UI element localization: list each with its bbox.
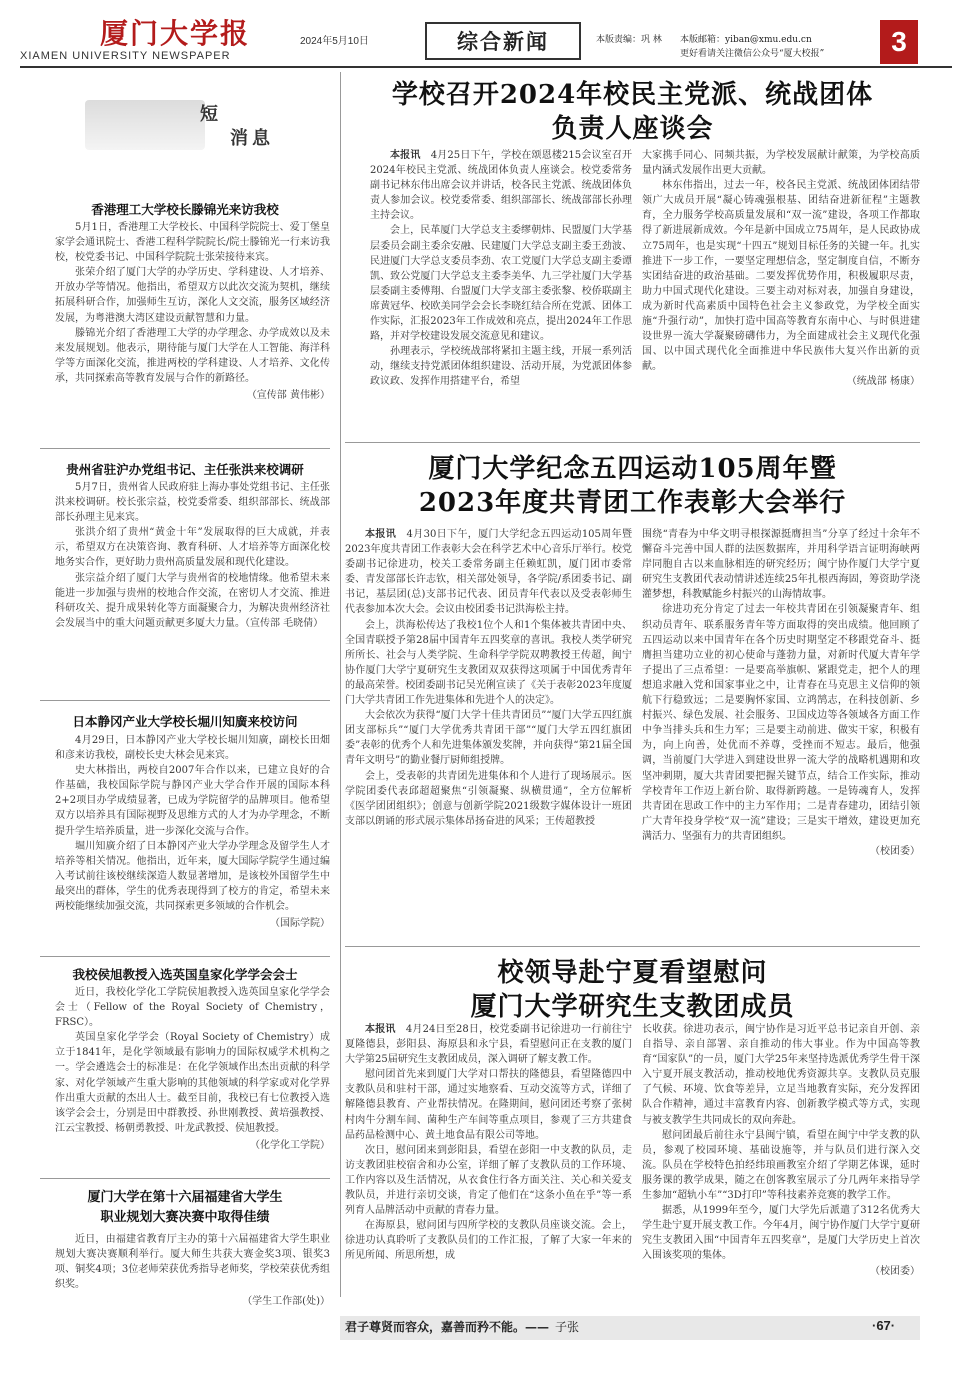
- short-para: 英国皇家化学学会（Royal Society of Chemistry）成立于1841年，是化学领域最有影响力的国际权威学术机构之一。学会遴选会士的标准是：在化学领域作出杰出贡献的科学家、对化学领域产生重大影响的其他领域的科学家或对化学界作出重大贡献的杰出人士。截至目前，我校已有七位教授入选该学会会士，分别是田中群教授、孙世刚教授、黄培强教授、江云宝教授、杨朝勇教授、叶龙武教授、侯旭教授。: [55, 1032, 330, 1134]
- short-para: 张荣介绍了厦门大学的办学历史、学科建设、人才培养、开放办学等情况。他指出，希望双方以此次交流为契机，继续拓展科研合作，加强师生互访，深化人文交流，服务区域经济发展，为粤港澳大湾区建设贡献智慧和力量。: [55, 267, 330, 324]
- campus-gate-illustration: [85, 100, 205, 150]
- article-title: [345, 452, 920, 520]
- article-tag: 本报讯: [390, 150, 421, 161]
- section-name: 综合新闻: [457, 29, 549, 54]
- footer-motto-author: 子张: [555, 1320, 580, 1334]
- newspaper-english-name: XIAMEN UNIVERSITY NEWSPAPER: [20, 50, 231, 62]
- article-para: 林东伟指出，过去一年，校各民主党派、统战团体团结带领广大成员开展“凝心铸魂强根基、团结奋进新征程”主题教育，全力服务学校高质量发展和“双一流”建设，各项工作都取得了新进展新成效。今年是新中国成立75周年，是人民政协成立75周年，也是实现“十四五”规划目标任务的关键一年。扎实推进下一步工作，一要坚定理想信念，坚定制度自信，不断夯实团结奋进的政治基础。二要发挥优势作用，积极履职尽责，助力中国式现代化建设。三要主动对标对表，加强自身建设，成为新时代高素质中国特色社会主义参政党，为学校全面实施“升强行动”，加快打造中国高等教育东南中心、与时俱进建设世界一流大学凝聚磅礴伟力，为全面建成社会主义现代化强国、以中国式现代化全面推进中华民族伟大复兴作出新的贡献。: [642, 180, 920, 373]
- short-body: [55, 220, 330, 401]
- article-para: 孙理表示，学校统战部将紧扣主题主线，开展一系列活动，继续支持党派团体组织建设、活动开展，为党派团体参政议政、发挥作用搭建平台，希望: [370, 346, 632, 388]
- short-para: 史大林指出，两校自2007年合作以来，已建立良好的合作基础，我校国际学院与静冈产业大学合作开展的国际本科2+2项目办学成绩显著，已成为学院留学的品牌项目。他希望双方以培养具有国际视野及思维方式的人才为办学理念，不断提升学生培养质量，进一步深化交流与合作。: [55, 765, 330, 837]
- article-credit: （校团委）: [870, 1265, 920, 1277]
- short-divider: [40, 700, 330, 701]
- article-column: [345, 1022, 632, 1264]
- short-para: 滕锦光介绍了香港理工大学的办学理念、办学成效以及未来发展规划。他表示，期待能与厦门大学在人工智能、海洋科学等方面深化交流，推进两校的学科建设、人才培养、文化传承，共同探索高等教育发展与合作的新路径。: [55, 327, 330, 384]
- article-title-line: 2023年度共青团工作表彰大会举行: [418, 488, 847, 518]
- article-column: [345, 527, 632, 829]
- article-divider: [345, 946, 920, 947]
- article-title-line: 负责人座谈会: [551, 114, 714, 144]
- article-column: [642, 148, 920, 390]
- short-para: 5月7日，贵州省人民政府驻上海办事处党组书记、主任张洪来校调研。校长张宗益，校党委常委、组织部部长、统战部部长孙理主见来宾。: [55, 482, 330, 524]
- article-para: 在海原县，慰问团与四所学校的支教队员座谈交流。会上，徐进功认真聆听了支教队员们的工作汇报，了解了大家一年来的所见所闻、所思所想，成: [345, 1220, 632, 1262]
- article-column: [642, 1022, 920, 1279]
- short-headline: 日本静冈产业大学校长堀川知廣来校访问: [72, 714, 298, 729]
- newspaper-logo: 厦门大学报: [100, 17, 251, 50]
- short-headline-line: 厦门大学在第十六届福建省大学生: [87, 1190, 283, 1205]
- short-credit: （宣传部 黄伟彬）: [246, 390, 330, 402]
- article-column: [642, 527, 920, 859]
- article-para: 徐进功充分肯定了过去一年校共青团在引领凝聚青年、组织动员青年、联系服务青年等方面取得的突出成绩。他回顾了五四运动以来中国青年在各个历史时期坚定不移跟党奋斗、挺膺担当建功立业的初心使命与蓬勃力量，对新时代厦大青年学子提出了三点希望：一是要高举旗帜、紧跟党走，把个人的理想追求融入党和国家事业之中，让青春在马克思主义信仰的领航下行稳致远；二是要胸怀家国、立鸿鹄志，在科技创新、乡村振兴、绿色发展、社会服务、卫国戍边等各领域各方面工作中争当排头兵和生力军；三是要主动前进、做实干家，积极有为，向上向善，处优而不养尊，受挫而不短志。最后，他强调，当前厦门大学进入到建设世界一流大学的战略机遇期和攻坚冲刺期，厦大共青团要把握关键节点，结合工作实际，推动学校青年工作迈上新台阶、取得新跨越。一是铸魂育人，发挥共青团在思政工作中的主力军作用；二是青春建功，团结引领广大青年投身学校“双一流”建设；三是实干增效，建设更加充满活力、坚强有力的共青团组织。: [642, 604, 920, 842]
- short-headline: 贵州省驻沪办党组书记、主任张洪来校调研: [66, 462, 304, 477]
- article-credit: （校团委）: [870, 845, 920, 857]
- short-divider: [40, 956, 330, 957]
- article-credit: （统战部 杨康）: [846, 376, 920, 388]
- short-headline: [40, 1188, 330, 1228]
- article-para: 会上，受表彰的共青团先进集体和个人进行了现场展示。医学院团委代表邱超超聚焦“引领凝聚、纵横贯通”，全方位解析《医学团团组织》；创意与创新学院2021级数字媒体设计一班团支部以朗诵的形式展示集体昂扬奋进的风采；王传超教授: [345, 770, 632, 827]
- article-para: 4月30日下午，厦门大学纪念五四运动105周年暨2023年度共青团工作表彰大会在科学艺术中心音乐厅举行。校党委副书记徐进功，校关工委常务副主任赖虹凯，厦门团市委常委、青发部部长许志钦，相关部处领导，各学院/系团委书记、副书记，基层团(总)支部书记代表、团员青年代表以及受表彰师生代表参加本次大会。会议由校团委书记洪海松主持。: [345, 529, 633, 616]
- article-title-line: 学校召开2024年校民主党派、统战团体: [391, 80, 874, 110]
- footer-motto: 君子尊贤而容众，嘉善而矜不能。——: [345, 1320, 550, 1334]
- page-email: 本版邮箱：yiban@xmu.edu.cn: [680, 35, 812, 45]
- article-title: [345, 956, 920, 1024]
- article-para: 4月24日至28日，校党委副书记徐进功一行前往宁夏隆德县，彭阳县、海原县和永宁县，看望慰问正在支教的厦门大学第25届研究生支教团成员，深入调研了解支教工作。: [345, 1024, 633, 1066]
- article-para: 大会依次为获得“厦门大学十佳共青团员”“厦门大学五四红旗团支部标兵”“厦门大学优秀共青团干部”“厦门大学五四红旗团委”表彰的优秀个人和先进集体颁发奖牌，并向获得“第21届全国青年文明号”的勤业餐厅厨师组授牌。: [345, 710, 632, 767]
- article-para: 慰问团首先来到厦门大学对口帮扶的隆德县，看望隆德四中支教队员和驻村干部，通过实地察看、互动交流等方式，详细了解隆德县教育、产业帮扶情况。在隆期间，慰问团还考察了张树村肉牛分割车间、菌种生产车间等重点项目，参观了三方共建食品药品检测中心、黄土地食品有限公司等地。: [345, 1069, 632, 1141]
- short-headline-line: 职业规划大赛决赛中取得佳绩: [100, 1210, 270, 1225]
- article-para: 会上，洪海松传达了我校1位个人和1个集体被共青团中央、全国青联授予第28届中国青年五四奖章的喜讯。我校人类学研究所所长、社会与人类学院、生命科学学院双聘教授王传超，闽宁协作厦门大学宁夏研究生支教团双双获得这项属于中国优秀青年的最高荣誉。校团委副书记吴光俐宣读了《关于表彰2023年度厦门大学共青团工作先进集体和先进个人的决定》。: [345, 619, 632, 707]
- section-label: [425, 22, 581, 60]
- masthead-rule: [20, 66, 952, 68]
- article-para: 慰问团最后前往永宁县闽宁镇，看望在闽宁中学支教的队员，参观了校园环境、基础设施等，并与队员们进行深入交流。队员在学校特色拍经纬琅画教室介绍了学期艺体课，延时服务课的教学成果，随之在创客教室展示了分几两年来指导学生参加“超轨小车”“3D打印”等科技素养竞赛的教学工作。: [642, 1129, 920, 1202]
- article-title-line: 厦门大学纪念五四运动105周年暨: [428, 454, 837, 484]
- article-divider: [345, 442, 920, 443]
- article-para: 次日，慰问团来到彭阳县，看望在彭阳一中支教的队员，走访支教团驻校宿舍和办公室，详细了解了支教队员的工作环境、工作内容以及生活情况，从衣食住行各方面关注、关心和关爱支教队员，并进行亲切交谈，肯定了他们在“这条小鱼在乎”等一系列育人品牌活动中贡献的青春力量。: [345, 1144, 632, 1217]
- article-title-line: 校领导赴宁夏看望慰问: [497, 958, 768, 988]
- short-credit: （学生工作部(处)）: [242, 1296, 330, 1308]
- shorts-title-a: 短: [200, 104, 222, 125]
- short-credit: （国际学院）: [270, 918, 330, 930]
- article-title-line: 厦门大学研究生支教团成员: [470, 992, 795, 1022]
- article-para: 据悉，从1999年至今，厦门大学先后派遣了312名优秀大学生赴宁夏开展支教工作。今年4月，闽宁协作厦门大学宁夏研究生支教团入围“中国青年五四奖章”，是厦门大学历史上首次入围该奖项的集体。: [642, 1205, 920, 1262]
- short-body: [55, 733, 330, 929]
- article-tag: 本报讯: [365, 1024, 396, 1035]
- shorts-title-b: 消息: [230, 128, 274, 149]
- short-para: 近日，我校化学化工学院侯旭教授入选英国皇家化学学会会士（Fellow of the Royal Society of Chemistry，FRSC）。: [55, 987, 330, 1029]
- short-body: [55, 1232, 330, 1307]
- short-body: [55, 985, 330, 1151]
- short-divider: [40, 1178, 330, 1179]
- article-para: 围绕“青春为中华文明寻根探源挺膺担当”分享了经过十余年不懈奋斗完善中国人群的法医数据库，并用科学语言证明海峡两岸同胞自古以来血脉相连的研究经历；闽宁协作厦门大学宁夏研究生支教团代表动情讲述连续25年扎根西海固，筹资助学浇灌梦想，科教赋能乡村振兴的山海情故事。: [642, 529, 920, 601]
- page-number-badge: 3: [880, 20, 918, 64]
- short-para: 张洪介绍了贵州“黄金十年”发展取得的巨大成就，并表示，希望双方在决策咨询、教育科研、人才培养等方面深化校地务实合作，更好助力贵州高质量发展和现代化建设。: [55, 527, 330, 569]
- short-headline: 香港理工大学校长滕锦光来访我校: [91, 202, 279, 217]
- page-editor: 本版责编：巩 林: [596, 35, 662, 45]
- article-column: [370, 148, 632, 390]
- short-para: 张宗益介绍了厦门大学与贵州省的校地情缘。他希望未来能进一步加强与贵州的校地合作交流，在密切人才交流、推进科研攻关、提升成果转化等方面凝聚合力，为解决贵州经济社会发展当中的重大问题贡献更多厦大力量。（宣传部 毛晓倩）: [55, 572, 330, 629]
- short-para: 5月1日，香港理工大学校长、中国科学院院士、爱丁堡皇家学会通讯院士、香港工程科学院院长/院士滕锦光一行来访我校，校党委书记、中国科学院院士张荣接待来宾。: [55, 222, 330, 264]
- short-body: [55, 480, 330, 631]
- column-divider: [340, 72, 341, 1297]
- short-para: 近日，由福建省教育厅主办的第十六届福建省大学生职业规划大赛决赛顺利举行。厦大师生共获大赛金奖3项、银奖3项、铜奖4项；3位老师荣获优秀指导老师奖，学校荣获优秀组织奖。: [55, 1234, 330, 1291]
- wechat-notice: 更好看请关注微信公众号“厦大校报”: [680, 49, 825, 59]
- article-para: 大家携手同心、同频共振，为学校发展献计献策，为学校高质量内涵式发展作出更大贡献。: [642, 150, 920, 177]
- short-para: 4月29日，日本静冈产业大学校长堀川知廣，副校长田畑和彦来访我校，副校长史大林会见来宾。: [55, 735, 330, 762]
- article-tag: 本报讯: [365, 529, 397, 540]
- article-para: 4月25日下午，学校在颂恩楼215会议室召开2024年校民主党派、统战团体负责人座谈会。校党委常务副书记林东伟出席会议并讲话，校各民主党派、统战团体负责人参加会议。校党委常委、组织部部长、统战部部长孙理主持会议。: [370, 150, 633, 222]
- short-divider: [40, 448, 330, 449]
- short-credit: （化学化工学院）: [250, 1139, 330, 1151]
- article-para: 会上，民革厦门大学总支主委缪朝炜、民盟厦门大学基层委员会副主委余安融、民建厦门大学总支副主委王劲波、民进厦门大学总支委员李劲、农工党厦门大学总支副主委谭凯、致公党厦门大学总支主委李美华、九三学社厦门大学基层委副主委傅翔、台盟厦门大学支部主委张黎、校侨联副主席黄冠华、校欧美同学会会长李晓红结合所在党派、团体工作实际，汇报2023年工作成效和亮点，提出2024年工作思路，并对学校建设发展交流意见和建议。: [370, 225, 632, 343]
- article-para: 长收获。徐进功表示，闽宁协作是习近平总书记亲自开创、亲自指导、亲自部署、亲自推动的伟大事业。作为中国高等教育“国家队”的一员，厦门大学25年来坚持选派优秀学生骨干深入宁夏开展支教活动，推动校地优秀资源共享。支教队员克服了气候、环境、饮食等差异，立足当地教育实际，充分发挥团队合作精神，通过丰富教育内容、创新教学模式等方式，实现与被支教学生共同成长的双向奔赴。: [642, 1024, 920, 1126]
- short-para: 堀川知廣介绍了日本静冈产业大学办学理念及留学生人才培养等相关情况。他指出，近年来，厦大国际学院学生通过编入考试前往该校继续深造人数显著增加，是该校外国留学生中最突出的群体，学生的优秀表现得到了校方的肯定，希望未来两校能继续加强交流，共同探索更多领域的合作机会。: [55, 840, 330, 913]
- short-headline: 我校侯旭教授入选英国皇家化学学会会士: [72, 967, 298, 982]
- footer-page-number: ·67·: [872, 1318, 896, 1333]
- issue-date: 2024年5月10日: [300, 36, 369, 47]
- article-title: [345, 78, 920, 146]
